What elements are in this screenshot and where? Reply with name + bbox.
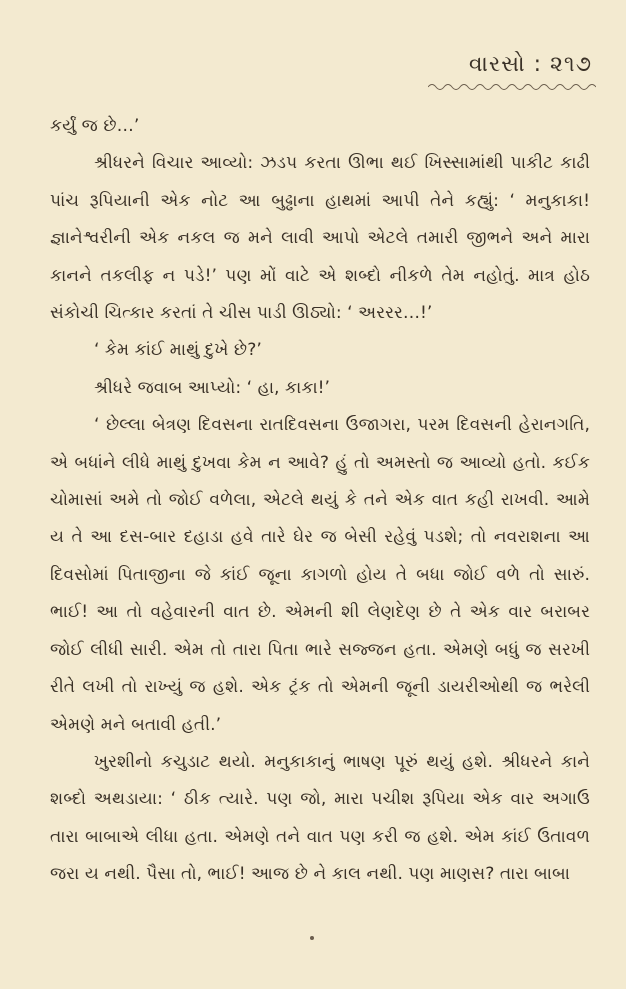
paragraph: શ્રીધરને વિચાર આવ્યો: ઝડપ કરતા ઊભા થઈ ખિસ્સામાંથી પાકીટ કાઢી પાંચ રૂપિયાની એક નોટ આ બુઢ્ઢાના હાથમાં આપી તેને કહ્યું: ‘ મનુકાકા! જ્ઞાનેશ્વરીની એક નકલ જ મને લાવી આપો એટલે તમારી જીભને અને મારા કાનને તકલીફ ન પડે!’ પણ મોં વાટે એ શબ્દો નીકળે તેમ નહોતું. માત્ર હોઠ સંકોચી ચિત્કાર કરતાં તે ચીસ પાડી ઊઠ્યો: ‘ અરરર…!’ [50, 153, 590, 324]
header-ornament [428, 82, 596, 92]
paragraph: ‘ છેલ્લા બેત્રણ દિવસના રાતદિવસના ઉજાગરા, પરમ દિવસની હેરાનગતિ, એ બધાંને લીધે માથું દુખવા કેમ ન આવે? હું તો અમસ્તો જ આવ્યો હતો. કઈક ચોમાસાં અમે તો જોઈ વળેલા, એટલે થયું કે તને એક વાત કહી રાખવી. આમે ય તે આ દસ-બાર દહાડા હવે તારે ઘેર જ બેસી રહેવું પડશે; તો નવરાશના આ દિવસોમાં પિતાજીના જે કાંઈ જૂના કાગળો હોય તે બધા જોઈ વળે તો સારું. ભાઈ! આ તો વહેવારની વાત છે. એમની શી લેણદેણ છે તે એક વાર બરાબર જોઈ લીધી સારી. એમ તો તારા પિતા ભારે સજ્જન હતા. એમણે બધું જ સરખી રીતે લખી તો રાખ્યું જ હશે. એક ટ્રંક તો એમની જૂની ડાયરીઓથી જ ભરેલી એમણે મને બતાવી હતી.’ [50, 415, 590, 735]
paragraph: ‘ કેમ કાંઈ માથું દુખે છે?’ [94, 340, 262, 361]
paragraph: શ્રીધરે જવાબ આપ્યો: ‘ હા, કાકા!’ [94, 377, 331, 398]
running-header: વારસો : ૨૧૭ [468, 52, 592, 77]
paragraph: ખુરશીનો કચુડાટ થયો. મનુકાકાનું ભાષણ પૂરું થયું હશે. શ્રીધરને કાને શબ્દો અથડાયા: ‘ ઠીક ત્યારે. પણ જો, મારા પચીશ રૂપિયા એક વાર અગાઉ તારા બાબાએ લીધા હતા. એમણે તને વાત પણ કરી જ હશે. એમ કાંઈ ઉતાવળ જરા ય નથી. પૈસા તો, ભાઈ! આજ છે ને કાલ નથી. પણ માણસ? તારા બાબા [50, 751, 590, 885]
paragraph: કર્યું જ છે…’ [50, 116, 140, 136]
page-mark [310, 936, 314, 940]
page-body [50, 108, 590, 894]
